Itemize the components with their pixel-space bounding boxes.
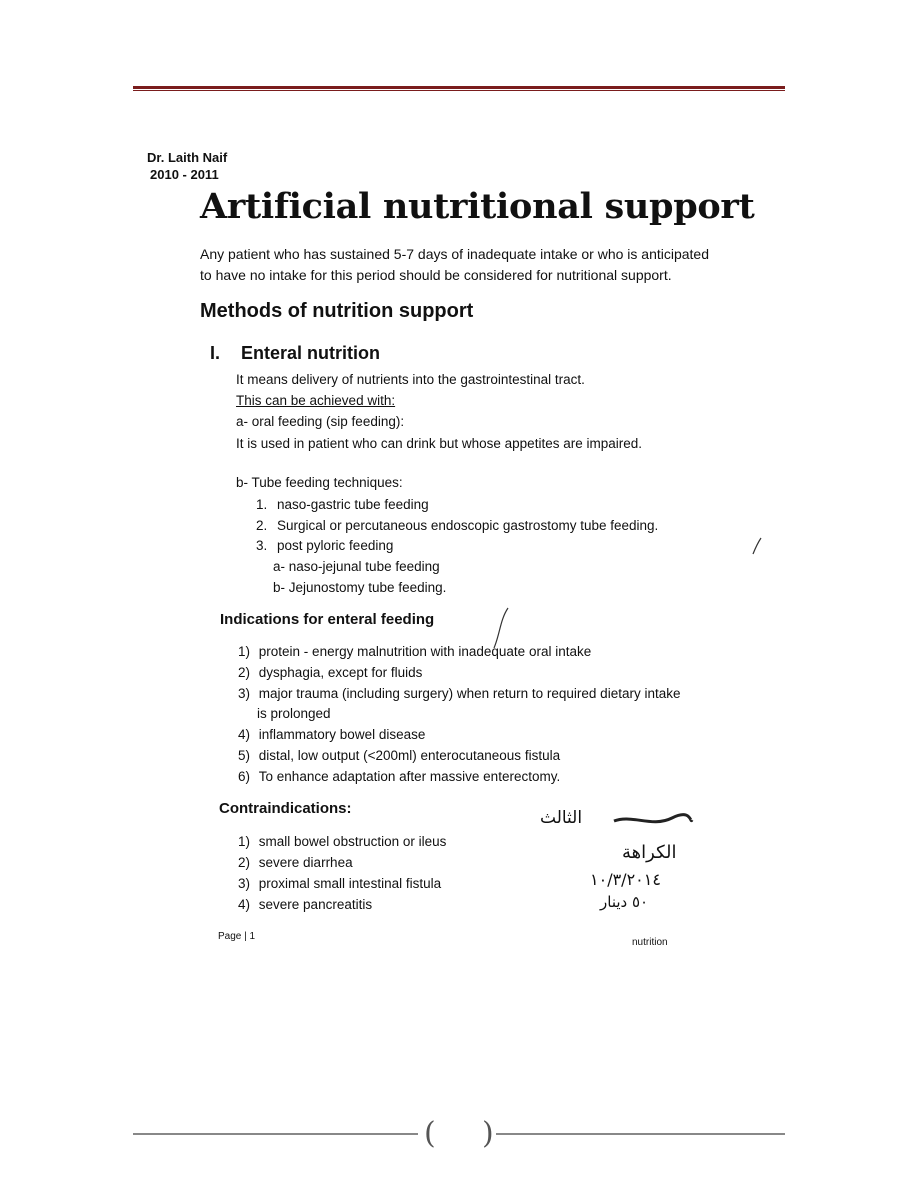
list-number: 6) bbox=[238, 769, 251, 784]
list-text: Surgical or percutaneous endoscopic gastrostomy tube feeding. bbox=[277, 518, 659, 533]
list-text: small bowel obstruction or ileus bbox=[258, 834, 447, 849]
indications-heading: Indications for enteral feeding bbox=[220, 611, 435, 628]
author-block bbox=[147, 149, 227, 183]
author-name: Dr. Laith Naif bbox=[147, 150, 228, 165]
list-text: major trauma (including surgery) when return to required dietary intake bbox=[258, 686, 681, 701]
section-title: Enteral nutrition bbox=[241, 343, 380, 363]
page-number: Page | 1 bbox=[218, 931, 256, 942]
oral-feeding-text: a- oral feeding (sip feeding): bbox=[236, 414, 405, 429]
list-text: proximal small intestinal fistula bbox=[258, 876, 442, 891]
list-item bbox=[238, 769, 560, 784]
list-item bbox=[256, 497, 429, 512]
header-rule bbox=[133, 86, 785, 89]
close-brace-icon: ) bbox=[482, 1116, 494, 1151]
footer-rule-left bbox=[133, 1133, 418, 1135]
list-text-continued: is prolonged bbox=[257, 706, 331, 721]
list-number: 2) bbox=[238, 855, 251, 870]
methods-heading: Methods of nutrition support bbox=[200, 300, 474, 322]
sub-list-item: a- naso-jejunal tube feeding bbox=[273, 559, 440, 574]
list-item bbox=[238, 834, 446, 849]
oral-desc-text: It is used in patient who can drink but whose appetites are impaired. bbox=[236, 436, 642, 451]
list-text: protein - energy malnutrition with inadequate oral intake bbox=[258, 644, 592, 659]
academic-year: 2010 - 2011 bbox=[150, 167, 219, 182]
tube-feeding-text: b- Tube feeding techniques: bbox=[236, 475, 403, 490]
list-item bbox=[256, 518, 658, 533]
footer-topic: nutrition bbox=[632, 937, 668, 948]
list-text: To enhance adaptation after massive enterectomy. bbox=[258, 769, 561, 784]
list-number: 3. bbox=[256, 538, 268, 553]
list-item bbox=[238, 727, 425, 742]
list-number: 5) bbox=[238, 748, 251, 763]
footer-rule-right bbox=[496, 1133, 785, 1135]
list-text: post pyloric feeding bbox=[277, 538, 394, 553]
list-item bbox=[238, 897, 372, 912]
list-number: 1. bbox=[256, 497, 268, 512]
list-number: 3) bbox=[238, 876, 251, 891]
list-number: 2) bbox=[238, 665, 251, 680]
section-number: I. bbox=[210, 343, 221, 363]
contraindications-heading: Contraindications: bbox=[219, 800, 352, 817]
handwritten-note-line3: ١٠/٣/٢٠١٤ bbox=[590, 870, 661, 889]
list-text: naso-gastric tube feeding bbox=[277, 497, 429, 512]
list-item bbox=[238, 876, 441, 891]
strikethrough-mark bbox=[612, 812, 694, 830]
header-rule-thin bbox=[133, 90, 785, 91]
definition-text: It means delivery of nutrients into the gastrointestinal tract. bbox=[236, 372, 585, 387]
list-text: severe pancreatitis bbox=[258, 897, 373, 912]
list-item bbox=[238, 644, 591, 659]
list-number: 1) bbox=[238, 644, 251, 659]
open-brace-icon: ( bbox=[424, 1116, 436, 1151]
handwritten-note-line1: الثالث bbox=[540, 808, 583, 828]
list-number: 1) bbox=[238, 834, 251, 849]
list-text: inflammatory bowel disease bbox=[258, 727, 426, 742]
list-number: 4) bbox=[238, 727, 251, 742]
intro-paragraph: Any patient who has sustained 5-7 days of inadequate intake or who is anticipated to have no intake for this period should be considered for nutritional support. bbox=[200, 246, 709, 283]
sub-list-item: b- Jejunostomy tube feeding. bbox=[273, 580, 447, 595]
list-text: severe diarrhea bbox=[258, 855, 353, 870]
achieved-with-text: This can be achieved with: bbox=[236, 393, 396, 408]
list-item bbox=[238, 665, 422, 680]
list-number: 3) bbox=[238, 686, 251, 701]
pen-mark bbox=[750, 536, 764, 556]
list-number: 2. bbox=[256, 518, 268, 533]
pen-mark bbox=[490, 606, 514, 650]
list-item bbox=[238, 686, 680, 701]
handwritten-note-line2: الكراهة bbox=[622, 842, 677, 863]
list-text: distal, low output (<200ml) enterocutaneous fistula bbox=[258, 748, 561, 763]
page-title: Artificial nutritional support bbox=[200, 186, 755, 227]
list-text: dysphagia, except for fluids bbox=[258, 665, 423, 680]
handwritten-note-line4: ٥٠ دينار bbox=[600, 893, 649, 911]
list-item bbox=[238, 748, 560, 763]
list-number: 4) bbox=[238, 897, 251, 912]
list-item bbox=[238, 855, 353, 870]
list-item bbox=[256, 538, 393, 553]
